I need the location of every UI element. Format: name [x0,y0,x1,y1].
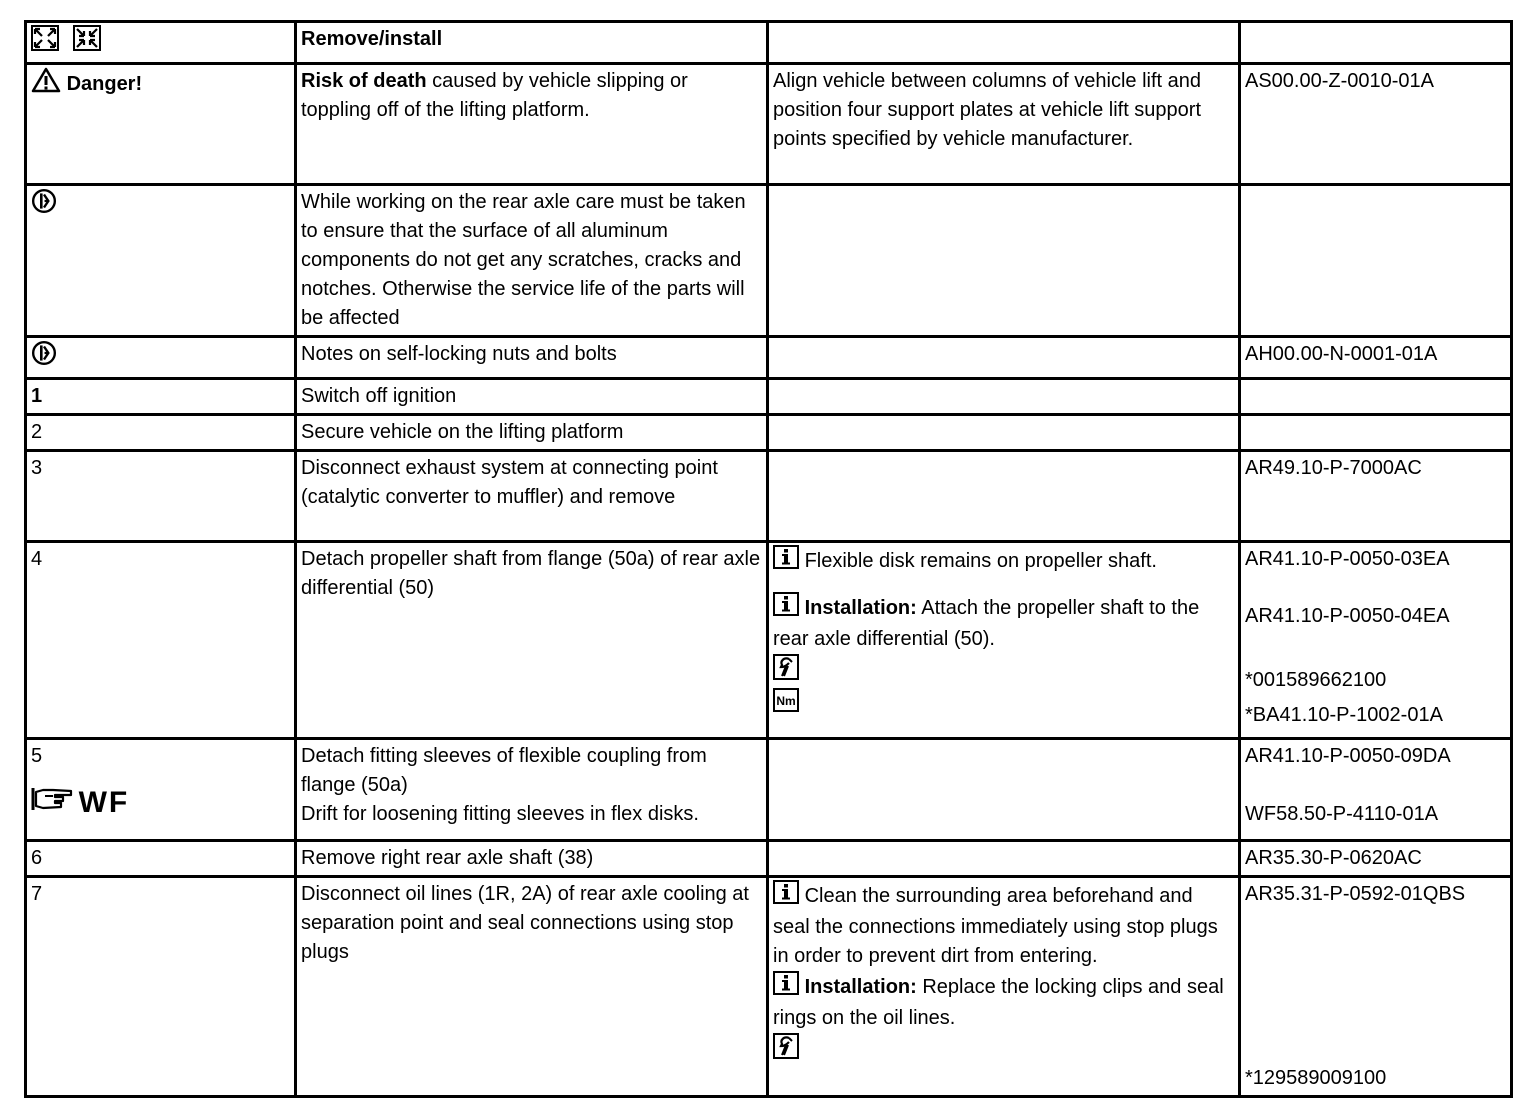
danger-label: Danger! [66,72,143,95]
info-note [773,545,1234,578]
risk-heading: Risk of death [301,70,427,92]
tool-reference-link[interactable]: *001589662100 [1245,669,1387,691]
step-row [26,739,1512,841]
step-text: Remove right rear axle shaft (38) [296,841,768,877]
step-reference-link[interactable]: AR49.10-P-7000AC [1240,451,1512,542]
special-tool-icon[interactable] [773,1033,799,1068]
wf-label: WF [78,786,130,819]
step-text-cell [296,739,768,841]
special-tool-icon[interactable] [773,654,799,689]
step-text: Secure vehicle on the lifting platform [296,415,768,451]
note-text: Notes on self-locking nuts and bolts [296,337,768,379]
tool-reference-link[interactable]: *129589009100 [1245,1067,1387,1089]
step-number: 7 [26,877,296,1097]
info-icon[interactable] [773,592,799,625]
note-empty-cell [768,185,1240,337]
step-row [26,451,1512,542]
step-row [26,379,1512,415]
note-reference-link[interactable]: AH00.00-N-0001-01A [1240,337,1512,379]
header-empty-cell [1240,22,1512,64]
step-row [26,841,1512,877]
reference-link[interactable]: AR41.10-P-0050-09DA [1245,745,1451,767]
header-row [26,22,1512,64]
info-note [773,592,1234,654]
danger-risk-cell [296,64,768,185]
note-icon [31,340,57,375]
reference-link[interactable]: AR35.31-P-0592-01QBS [1245,883,1466,905]
note-text: While working on the rear axle care must be taken to ensure that the surface of all aluminum components do not get any scratches, cracks and notches. Otherwise the service life of the parts will be affected [296,185,768,337]
step-text: Switch off ignition [296,379,768,415]
reference-link[interactable]: AR41.10-P-0050-04EA [1245,605,1450,627]
step-references-cell [1240,739,1512,841]
info-text: Flexible disk remains on propeller shaft. [804,549,1157,572]
torque-nm-icon[interactable] [773,688,799,721]
info-icon[interactable] [773,971,799,1004]
workshop-equipment [31,784,290,821]
note-icon [31,188,57,223]
step-number: 5 [31,745,43,767]
step-empty-cell [768,415,1240,451]
step-notes-cell [768,877,1240,1097]
step-empty-cell [768,379,1240,415]
torque-line [773,688,1234,721]
danger-reference-link[interactable]: AS00.00-Z-0010-01A [1240,64,1512,185]
note-empty-cell [768,337,1240,379]
step-row [26,415,1512,451]
step-references-cell [1240,542,1512,739]
danger-label-cell [26,64,296,185]
step-empty-cell [768,451,1240,542]
step-tool-text: Drift for loosening fitting sleeves in flex disks. [301,803,699,825]
step-empty-cell [1240,415,1512,451]
info-note [773,971,1234,1033]
note-empty-cell [1240,185,1512,337]
danger-measure: Align vehicle between columns of vehicle lift and position four support plates at vehicle lift support points specified by vehicle manufacturer. [768,64,1240,185]
info-text: Replace the locking clips and seal rings on the oil lines. [773,975,1224,1029]
info-text: Clean the surrounding area beforehand and seal the connections immediately using stop plugs in order to prevent dirt from entering. [773,884,1218,967]
step-empty-cell [1240,379,1512,415]
info-note [773,880,1234,971]
note-icon-cell [26,185,296,337]
info-icon[interactable] [773,545,799,578]
svg-text:Nm: Nm [776,694,796,708]
step-text: Detach propeller shaft from flange (50a) of rear axle differential (50) [296,542,768,739]
reference-link[interactable]: WF58.50-P-4110-01A [1245,803,1439,825]
installation-label: Installation: [804,596,917,619]
step-number: 6 [26,841,296,877]
info-icon[interactable] [773,880,799,913]
step-number: 1 [26,379,296,415]
page-title: Remove/install [296,22,768,64]
danger-row [26,64,1512,185]
step-row [26,542,1512,739]
torque-reference-link[interactable]: *BA41.10-P-1002-01A [1245,704,1443,726]
info-text: Attach the propeller shaft to the rear axle differential (50). [773,596,1200,650]
step-number: 4 [26,542,296,739]
collapse-icon[interactable] [73,25,101,60]
step-empty-cell [768,841,1240,877]
header-icons-cell [26,22,296,64]
note-row [26,185,1512,337]
step-number: 2 [26,415,296,451]
note-icon-cell [26,337,296,379]
installation-label: Installation: [804,975,917,998]
procedure-table [24,20,1513,1098]
step-references-cell [1240,877,1512,1097]
warning-triangle-icon [31,67,61,102]
header-empty-cell [768,22,1240,64]
reference-link[interactable]: AR41.10-P-0050-03EA [1245,548,1450,570]
step-text: Disconnect exhaust system at connecting point (catalytic converter to muffler) and remove [296,451,768,542]
step-number-cell [26,739,296,841]
tool-line [773,1033,1234,1068]
risk-text: caused by vehicle slipping or toppling off of the lifting platform. [301,70,688,121]
note-row [26,337,1512,379]
step-text: Disconnect oil lines (1R, 2A) of rear axle cooling at separation point and seal connections using stop plugs [296,877,768,1097]
expand-icon[interactable] [31,25,59,60]
step-text: Detach fitting sleeves of flexible coupling from flange (50a) [301,745,707,796]
tool-line [773,654,1234,688]
step-reference-link[interactable]: AR35.30-P-0620AC [1240,841,1512,877]
pointing-hand-icon [31,784,73,821]
step-notes-cell [768,542,1240,739]
step-row [26,877,1512,1097]
step-number: 3 [26,451,296,542]
step-empty-cell [768,739,1240,841]
